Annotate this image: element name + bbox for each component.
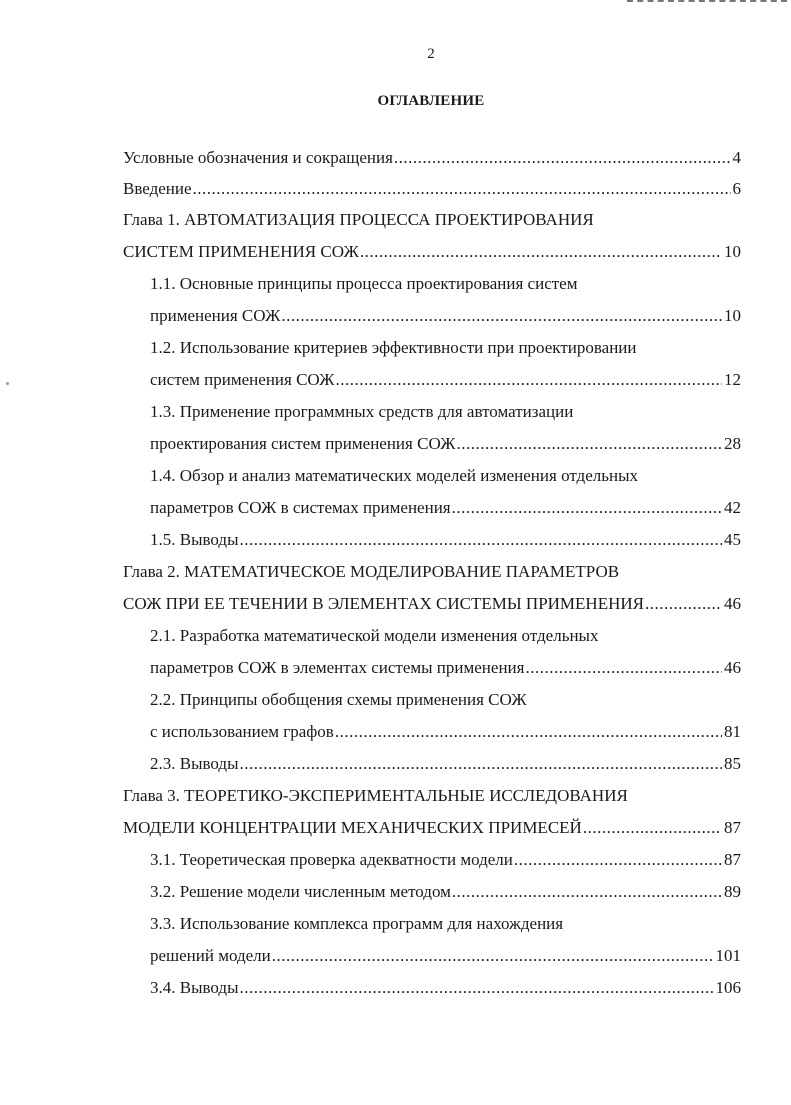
toc-entry-page: 10 [724, 306, 741, 325]
scan-edge-mark [627, 0, 787, 4]
toc-entry-text: 1.4. Обзор и анализ математических моделей изменения отдельных [150, 466, 638, 485]
toc-section-1-3[interactable] [150, 432, 741, 456]
toc-leader-dots [240, 976, 714, 1000]
toc-entry-page: 6 [732, 179, 741, 198]
toc-entry-text: Введение [123, 179, 192, 198]
toc-leader-dots [452, 880, 722, 904]
toc-entry-introduction[interactable] [123, 177, 741, 201]
toc-entry-text: 1.2. Использование критериев эффективности при проектировании [150, 338, 637, 357]
toc-entry-text: параметров СОЖ в элементах системы применения [150, 658, 525, 677]
toc-section-1-1[interactable] [150, 304, 741, 328]
toc-leader-dots [457, 432, 722, 456]
toc-chapter-3[interactable] [123, 816, 741, 840]
toc-entry-text: СИСТЕМ ПРИМЕНЕНИЯ СОЖ [123, 242, 359, 261]
toc-leader-dots [452, 496, 722, 520]
toc-leader-dots [360, 240, 722, 264]
toc-leader-dots [583, 816, 722, 840]
toc-section-2-1-title[interactable] [150, 624, 598, 648]
toc-entry-text: 3.3. Использование комплекса программ для нахождения [150, 914, 564, 933]
toc-entry-text: Условные обозначения и сокращения [123, 148, 393, 167]
toc-entry-text: 1.3. Применение программных средств для автоматизации [150, 402, 574, 421]
toc-chapter-1[interactable] [123, 240, 741, 264]
toc-entry-text: Глава 2. МАТЕМАТИЧЕСКОЕ МОДЕЛИРОВАНИЕ ПАРАМЕТРОВ [123, 562, 620, 581]
toc-entry-page: 46 [724, 594, 741, 613]
toc-entry-page: 89 [724, 882, 741, 901]
toc-leader-dots [645, 592, 722, 616]
toc-entry-page: 101 [715, 946, 741, 965]
toc-entry-text: 2.1. Разработка математической модели изменения отдельных [150, 626, 599, 645]
toc-entry-text: 3.2. Решение модели численным методом [150, 882, 451, 901]
toc-section-1-4-title[interactable] [150, 464, 638, 488]
toc-entry-text: применения СОЖ [150, 306, 281, 325]
toc-leader-dots [514, 848, 722, 872]
toc-leader-dots [335, 720, 722, 744]
toc-section-2-1[interactable] [150, 656, 741, 680]
toc-section-1-5[interactable] [150, 528, 741, 552]
toc-leader-dots [240, 528, 722, 552]
toc-leader-dots [240, 752, 722, 776]
toc-entry-text: систем применения СОЖ [150, 370, 335, 389]
toc-entry-text: Глава 1. АВТОМАТИЗАЦИЯ ПРОЦЕССА ПРОЕКТИРОВАНИЯ [123, 210, 594, 229]
toc-leader-dots [336, 368, 722, 392]
toc-entry-text: 3.4. Выводы [150, 978, 239, 997]
toc-entry-text: с использованием графов [150, 722, 334, 741]
toc-leader-dots [281, 304, 722, 328]
toc-entry-page: 87 [724, 850, 741, 869]
toc-entry-text: 1.5. Выводы [150, 530, 239, 549]
toc-leader-dots [272, 944, 714, 968]
toc-entry-text: решений модели [150, 946, 271, 965]
toc-section-3-2[interactable] [150, 880, 741, 904]
toc-entry-page: 28 [724, 434, 741, 453]
toc-chapter-3-title[interactable] [123, 784, 628, 808]
toc-chapter-1-title[interactable] [123, 208, 594, 232]
toc-section-1-3-title[interactable] [150, 400, 573, 424]
toc-section-1-4[interactable] [150, 496, 741, 520]
toc-section-2-2[interactable] [150, 720, 741, 744]
toc-section-2-3[interactable] [150, 752, 741, 776]
toc-entry-text: проектирования систем применения СОЖ [150, 434, 456, 453]
toc-entry-page: 87 [724, 818, 741, 837]
toc-section-1-2-title[interactable] [150, 336, 637, 360]
toc-section-3-3[interactable] [150, 944, 741, 968]
toc-entry-text: МОДЕЛИ КОНЦЕНТРАЦИИ МЕХАНИЧЕСКИХ ПРИМЕСЕЙ [123, 818, 582, 837]
toc-section-1-2[interactable] [150, 368, 741, 392]
toc-entry-text: 3.1. Теоретическая проверка адекватности модели [150, 850, 513, 869]
toc-leader-dots [193, 177, 731, 201]
toc-entry-page: 85 [724, 754, 741, 773]
toc-leader-dots [394, 146, 731, 170]
toc-section-3-1[interactable] [150, 848, 741, 872]
toc-chapter-2[interactable] [123, 592, 741, 616]
toc-entry-abbreviations[interactable] [123, 146, 741, 170]
toc-entry-text: СОЖ ПРИ ЕЕ ТЕЧЕНИИ В ЭЛЕМЕНТАХ СИСТЕМЫ ПРИМЕНЕНИЯ [123, 594, 644, 613]
toc-entry-text: 1.1. Основные принципы процесса проектирования систем [150, 274, 578, 293]
toc-title: ОГЛАВЛЕНИЕ [377, 93, 485, 109]
toc-entry-page: 46 [724, 658, 741, 677]
toc-entry-page: 10 [724, 242, 741, 261]
page-number: 2 [427, 46, 435, 62]
toc-section-1-1-title[interactable] [150, 272, 577, 296]
toc-section-3-3-title[interactable] [150, 912, 563, 936]
toc-section-2-2-title[interactable] [150, 688, 527, 712]
toc-entry-page: 42 [724, 498, 741, 517]
toc-entry-text: параметров СОЖ в системах применения [150, 498, 451, 517]
toc-entry-text: 2.3. Выводы [150, 754, 239, 773]
toc-entry-text: Глава 3. ТЕОРЕТИКО-ЭКСПЕРИМЕНТАЛЬНЫЕ ИССЛЕДОВАНИЯ [123, 786, 628, 805]
toc-entry-page: 106 [715, 978, 741, 997]
toc-chapter-2-title[interactable] [123, 560, 619, 584]
toc-section-3-4[interactable] [150, 976, 741, 1000]
toc-entry-page: 4 [732, 148, 741, 167]
toc-entry-page: 81 [724, 722, 741, 741]
toc-entry-page: 45 [724, 530, 741, 549]
scan-speck [6, 382, 9, 385]
toc-entry-page: 12 [724, 370, 741, 389]
toc-entry-text: 2.2. Принципы обобщения схемы применения СОЖ [150, 690, 527, 709]
toc-leader-dots [525, 656, 722, 680]
